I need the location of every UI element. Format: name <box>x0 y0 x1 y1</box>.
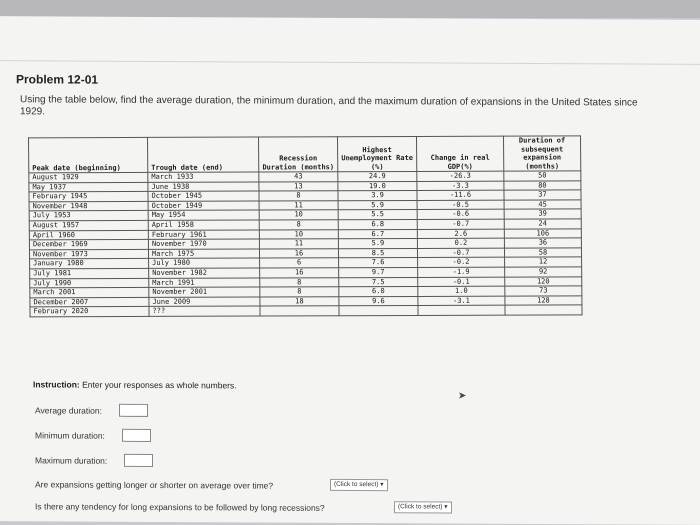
cell-recession-duration: 16 <box>259 248 338 258</box>
cell-expansion-duration: 39 <box>504 209 581 219</box>
cell-unemployment: 5.9 <box>338 239 417 249</box>
cell-gdp-change: -3.3 <box>417 181 504 191</box>
longer-shorter-question: Are expansions getting longer or shorter on average over time? <box>35 479 274 491</box>
cell-unemployment: 6.0 <box>339 287 418 297</box>
cell-recession-duration: 13 <box>259 181 338 191</box>
instruction <box>33 379 237 390</box>
header-unemployment: Highest Unemployment Rate (%) <box>337 136 416 171</box>
cell-recession-duration: 18 <box>260 296 339 306</box>
cell-recession-duration: 16 <box>260 268 339 278</box>
cell-unemployment: 5.9 <box>338 200 417 210</box>
divider <box>0 60 700 65</box>
cell-recession-duration: 11 <box>259 201 338 211</box>
average-duration-label: Average duration: <box>35 405 102 416</box>
cell-trough-date: April 1958 <box>148 220 259 230</box>
instruction-label: Instruction: <box>33 379 80 390</box>
cell-peak-date: February 2020 <box>30 307 149 317</box>
instruction-text: Enter your responses as whole numbers. <box>82 379 237 391</box>
cell-unemployment: 9.7 <box>339 267 418 277</box>
cell-gdp-change: -0.2 <box>418 257 505 267</box>
cell-expansion-duration: 128 <box>505 296 582 306</box>
table-body <box>29 171 582 317</box>
cell-peak-date: April 1960 <box>29 230 148 240</box>
cell-gdp-change: -0.1 <box>418 277 505 287</box>
cell-unemployment: 5.5 <box>338 210 417 220</box>
cell-trough-date: ??? <box>149 306 260 316</box>
cell-gdp-change: -1.9 <box>418 267 505 277</box>
cell-expansion-duration: 24 <box>504 219 581 229</box>
cell-peak-date: May 1937 <box>29 182 148 192</box>
minimum-duration-label: Minimum duration: <box>35 430 105 441</box>
cell-expansion-duration: 73 <box>505 286 582 296</box>
cell-expansion-duration: 12 <box>505 257 582 267</box>
chevron-down-icon: ▾ <box>380 481 384 489</box>
longer-shorter-select[interactable] <box>330 479 388 491</box>
table-row <box>30 305 582 317</box>
select-label: (Click to select) <box>398 503 443 511</box>
cell-peak-date: July 1953 <box>29 211 148 221</box>
cell-gdp-change: -3.1 <box>418 296 505 306</box>
cell-trough-date: July 1980 <box>149 258 260 268</box>
cell-recession-duration: 8 <box>259 191 338 201</box>
cell-recession-duration: 8 <box>260 287 339 297</box>
cell-peak-date: November 1948 <box>29 201 148 211</box>
minimum-duration-input[interactable] <box>122 429 151 442</box>
cell-peak-date: August 1957 <box>29 220 148 230</box>
cell-recession-duration: 10 <box>259 210 338 220</box>
tendency-question: Is there any tendency for long expansions to be followed by long recessions? <box>35 501 325 513</box>
cell-gdp-change: -0.5 <box>417 200 504 210</box>
cell-recession-duration: 10 <box>259 229 338 239</box>
cell-recession-duration <box>260 306 339 316</box>
cell-expansion-duration: 36 <box>504 238 581 248</box>
problem-title: Problem 12-01 <box>16 72 99 87</box>
cell-trough-date: October 1945 <box>148 191 259 201</box>
cell-gdp-change: -0.6 <box>417 210 504 220</box>
average-duration-input[interactable] <box>119 404 148 417</box>
cell-peak-date: November 1973 <box>29 249 148 259</box>
header-recession-duration: Recession Duration (months) <box>258 137 337 172</box>
cell-expansion-duration: 50 <box>504 171 581 181</box>
tendency-select[interactable] <box>394 501 452 513</box>
cell-unemployment: 3.9 <box>338 191 417 201</box>
cell-peak-date: August 1929 <box>29 172 148 182</box>
problem-intro: Using the table below, find the average duration, the minimum duration, and the maximum duration of expansions in the United States since 1929. <box>20 94 638 118</box>
cell-gdp-change: -26.3 <box>417 171 504 181</box>
cell-gdp-change: 2.6 <box>417 229 504 239</box>
cell-unemployment: 19.0 <box>338 181 417 191</box>
cell-peak-date: July 1990 <box>30 278 149 288</box>
cell-unemployment: 6.7 <box>338 229 417 239</box>
cell-unemployment: 6.8 <box>338 219 417 229</box>
cell-unemployment: 7.5 <box>339 277 418 287</box>
select-label: (Click to select) <box>334 480 379 489</box>
header-trough-date: Trough date (end) <box>147 137 258 172</box>
cell-trough-date: November 2001 <box>149 287 260 297</box>
photo-top-edge <box>0 0 700 18</box>
cell-gdp-change: 1.0 <box>418 286 505 296</box>
table-header-row <box>29 136 581 173</box>
cell-trough-date: March 1933 <box>148 172 259 182</box>
cell-trough-date: November 1970 <box>148 239 259 249</box>
chevron-down-icon: ▾ <box>444 503 448 511</box>
cell-gdp-change: -0.7 <box>417 248 504 258</box>
pointer-cursor-icon: ➤ <box>458 390 467 402</box>
header-expansion-duration: Duration of subsequent expansion (months) <box>503 136 580 171</box>
cell-gdp-change <box>418 305 505 315</box>
cell-unemployment: 24.9 <box>338 171 417 181</box>
cell-unemployment: 7.6 <box>339 258 418 268</box>
cell-peak-date: July 1981 <box>30 268 149 278</box>
cell-recession-duration: 11 <box>259 239 338 249</box>
header-gdp-change: Change in real GDP(%) <box>416 136 503 171</box>
cell-expansion-duration: 58 <box>504 248 581 258</box>
cell-trough-date: March 1975 <box>148 249 259 259</box>
cell-expansion-duration: 37 <box>504 190 581 200</box>
cell-peak-date: December 1969 <box>29 240 148 250</box>
cell-peak-date: December 2007 <box>30 297 149 307</box>
maximum-duration-input[interactable] <box>124 454 153 467</box>
cell-expansion-duration: 80 <box>504 180 581 190</box>
cell-trough-date: June 2009 <box>149 297 260 307</box>
header-peak-date: Peak date (beginning) <box>29 137 148 172</box>
cell-expansion-duration <box>505 305 582 315</box>
cell-unemployment: 9.6 <box>339 296 418 306</box>
cell-recession-duration: 8 <box>260 277 339 287</box>
cell-expansion-duration: 92 <box>505 267 582 277</box>
cell-trough-date: November 1982 <box>149 268 260 278</box>
cell-expansion-duration: 45 <box>504 200 581 210</box>
cell-expansion-duration: 106 <box>504 228 581 238</box>
cell-expansion-duration: 120 <box>505 276 582 286</box>
cell-trough-date: February 1961 <box>148 230 259 240</box>
cell-unemployment <box>339 306 418 316</box>
cell-recession-duration: 43 <box>259 172 338 182</box>
cell-trough-date: March 1991 <box>149 278 260 288</box>
cell-recession-duration: 8 <box>259 220 338 230</box>
recession-table <box>28 135 583 317</box>
cell-recession-duration: 6 <box>260 258 339 268</box>
cell-peak-date: March 2001 <box>30 288 149 298</box>
problem-sheet <box>0 16 700 525</box>
cell-gdp-change: -0.7 <box>417 219 504 229</box>
cell-peak-date: February 1945 <box>29 192 148 202</box>
cell-trough-date: June 1938 <box>148 182 259 192</box>
cell-peak-date: January 1980 <box>30 259 149 269</box>
maximum-duration-label: Maximum duration: <box>35 455 108 466</box>
cell-trough-date: May 1954 <box>148 210 259 220</box>
cell-trough-date: October 1949 <box>148 201 259 211</box>
cell-gdp-change: -11.6 <box>417 190 504 200</box>
cell-gdp-change: 0.2 <box>417 238 504 248</box>
cell-unemployment: 8.5 <box>338 248 417 258</box>
